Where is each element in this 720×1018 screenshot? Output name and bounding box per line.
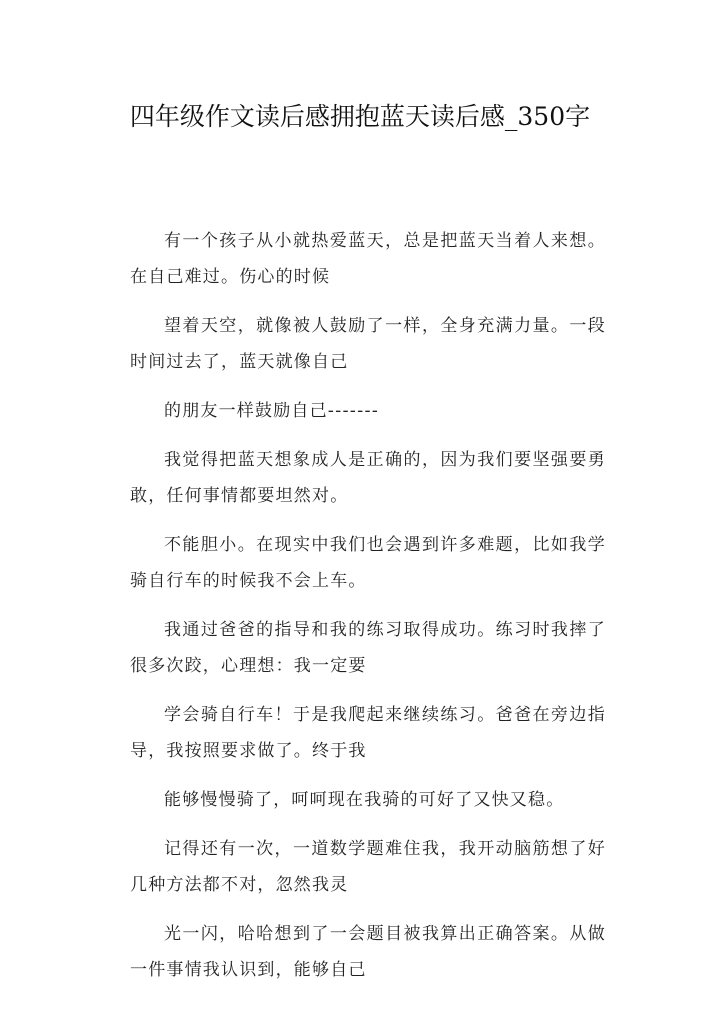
paragraph: 我通过爸爸的指导和我的练习取得成功。练习时我摔了很多次跤，心理想：我一定要 [130, 620, 606, 676]
paragraph: 我觉得把蓝天想象成人是正确的，因为我们要坚强要勇敢，任何事情都要坦然对。 [130, 450, 606, 506]
document-body [130, 223, 606, 1001]
document-title: 四年级作文读后感拥抱蓝天读后感_350字 [129, 102, 591, 131]
paragraph: 望着天空，就像被人鼓励了一样，全身充满力量。一段时间过去了，蓝天就像自己 [130, 316, 606, 372]
paragraph: 有一个孩子从小就热爱蓝天，总是把蓝天当着人来想。在自己难过。伤心的时候 [130, 231, 606, 287]
paragraph: 学会骑自行车！于是我爬起来继续练习。爸爸在旁边指导，我按照要求做了。终于我 [130, 705, 606, 761]
paragraph: 光一闪，哈哈想到了一会题目被我算出正确答案。从做一件事情我认识到，能够自己 [130, 924, 606, 980]
paragraph: 记得还有一次，一道数学题难住我，我开动脑筋想了好几种方法都不对，忽然我灵 [130, 839, 606, 895]
paragraph: 的朋友一样鼓励自己------- [164, 401, 380, 421]
paragraph: 不能胆小。在现实中我们也会遇到许多难题，比如我学骑自行车的时候我不会上车。 [130, 535, 606, 591]
paragraph: 能够慢慢骑了，呵呵现在我骑的可好了又快又稳。 [164, 790, 565, 810]
